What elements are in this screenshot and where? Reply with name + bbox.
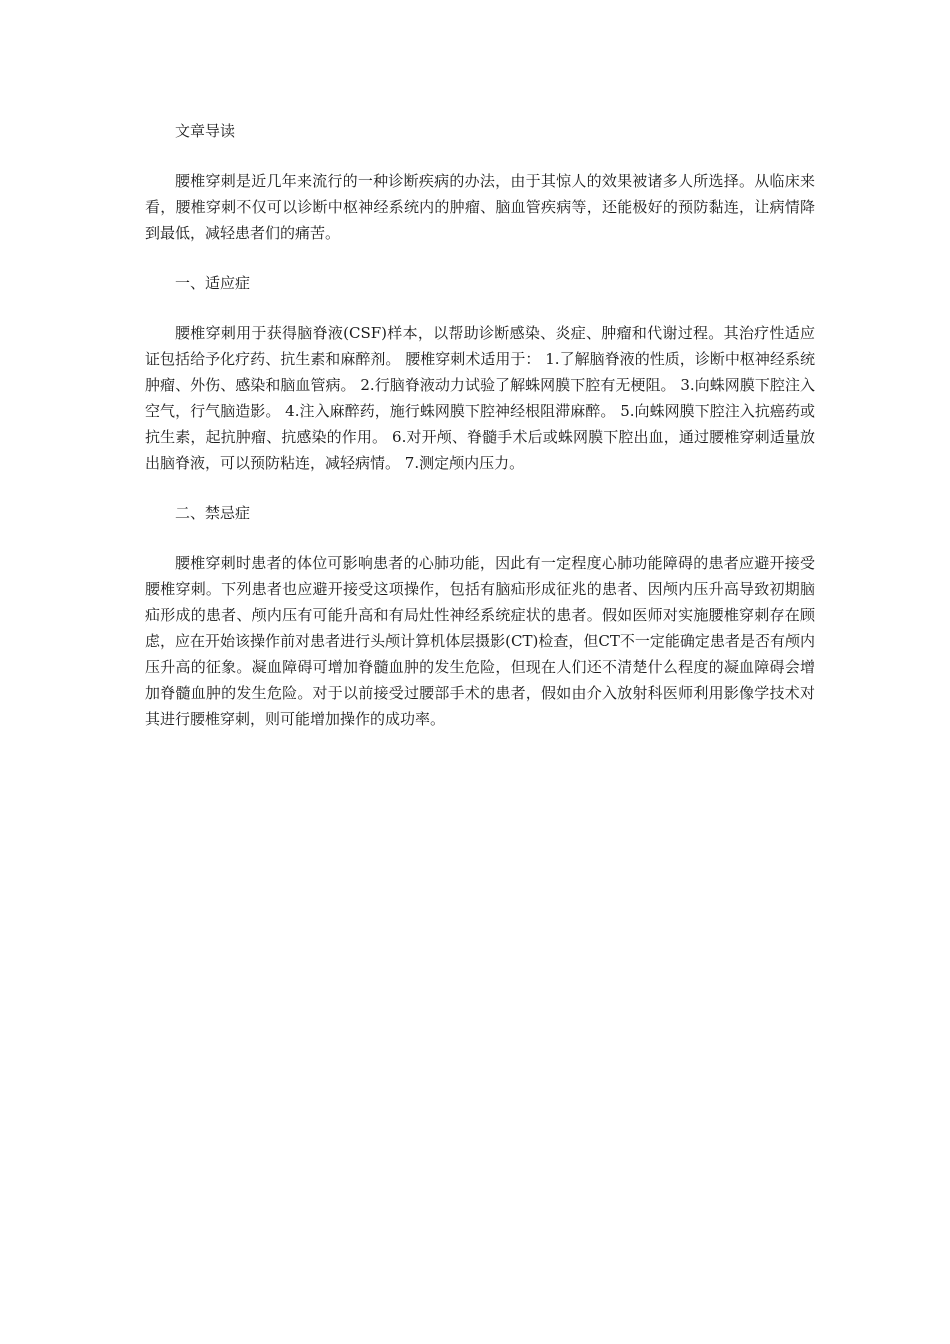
intro-heading: 文章导读 (175, 122, 236, 140)
intro-paragraph: 腰椎穿刺是近几年来流行的一种诊断疾病的办法，由于其惊人的效果被诸多人所选择。从临床来看，腰椎穿刺不仅可以诊断中枢神经系统内的肿瘤、脑血管疾病等，还能极好的预防黏连，让病情降到最低，减轻患者们的痛苦。 (145, 172, 815, 242)
document-page (145, 118, 815, 756)
section-indications-heading: 一、适应症 (175, 274, 251, 292)
section-contraindications-heading: 二、禁忌症 (175, 504, 251, 522)
section-indications-paragraph: 腰椎穿刺用于获得脑脊液(CSF)样本，以帮助诊断感染、炎症、肿瘤和代谢过程。其治疗性适应证包括给予化疗药、抗生素和麻醉剂。 腰椎穿刺术适用于： 1.了解脑脊液的性质，诊断中枢神经系统肿瘤、外伤、感染和脑血管病。 2.行脑脊液动力试验了解蛛网膜下腔有无梗阻。 3.向蛛网膜下腔注入空气，行气脑造影。 4.注入麻醉药，施行蛛网膜下腔神经根阻滞麻醉。 5.向蛛网膜下腔注入抗癌药或抗生素，起抗肿瘤、抗感染的作用。 6.对开颅、脊髓手术后或蛛网膜下腔出血，通过腰椎穿刺适量放出脑脊液，可以预防粘连，减轻病情。 7.测定颅内压力。 (145, 324, 815, 472)
section-contraindications-paragraph: 腰椎穿刺时患者的体位可影响患者的心肺功能，因此有一定程度心肺功能障碍的患者应避开接受腰椎穿刺。下列患者也应避开接受这项操作，包括有脑疝形成征兆的患者、因颅内压升高导致初期脑疝形成的患者、颅内压有可能升高和有局灶性神经系统症状的患者。假如医师对实施腰椎穿刺存在顾虑，应在开始该操作前对患者进行头颅计算机体层摄影(CT)检查，但CT不一定能确定患者是否有颅内压升高的征象。凝血障碍可增加脊髓血肿的发生危险，但现在人们还不清楚什么程度的凝血障碍会增加脊髓血肿的发生危险。对于以前接受过腰部手术的患者，假如由介入放射科医师利用影像学技术对其进行腰椎穿刺，则可能增加操作的成功率。 (145, 554, 815, 728)
